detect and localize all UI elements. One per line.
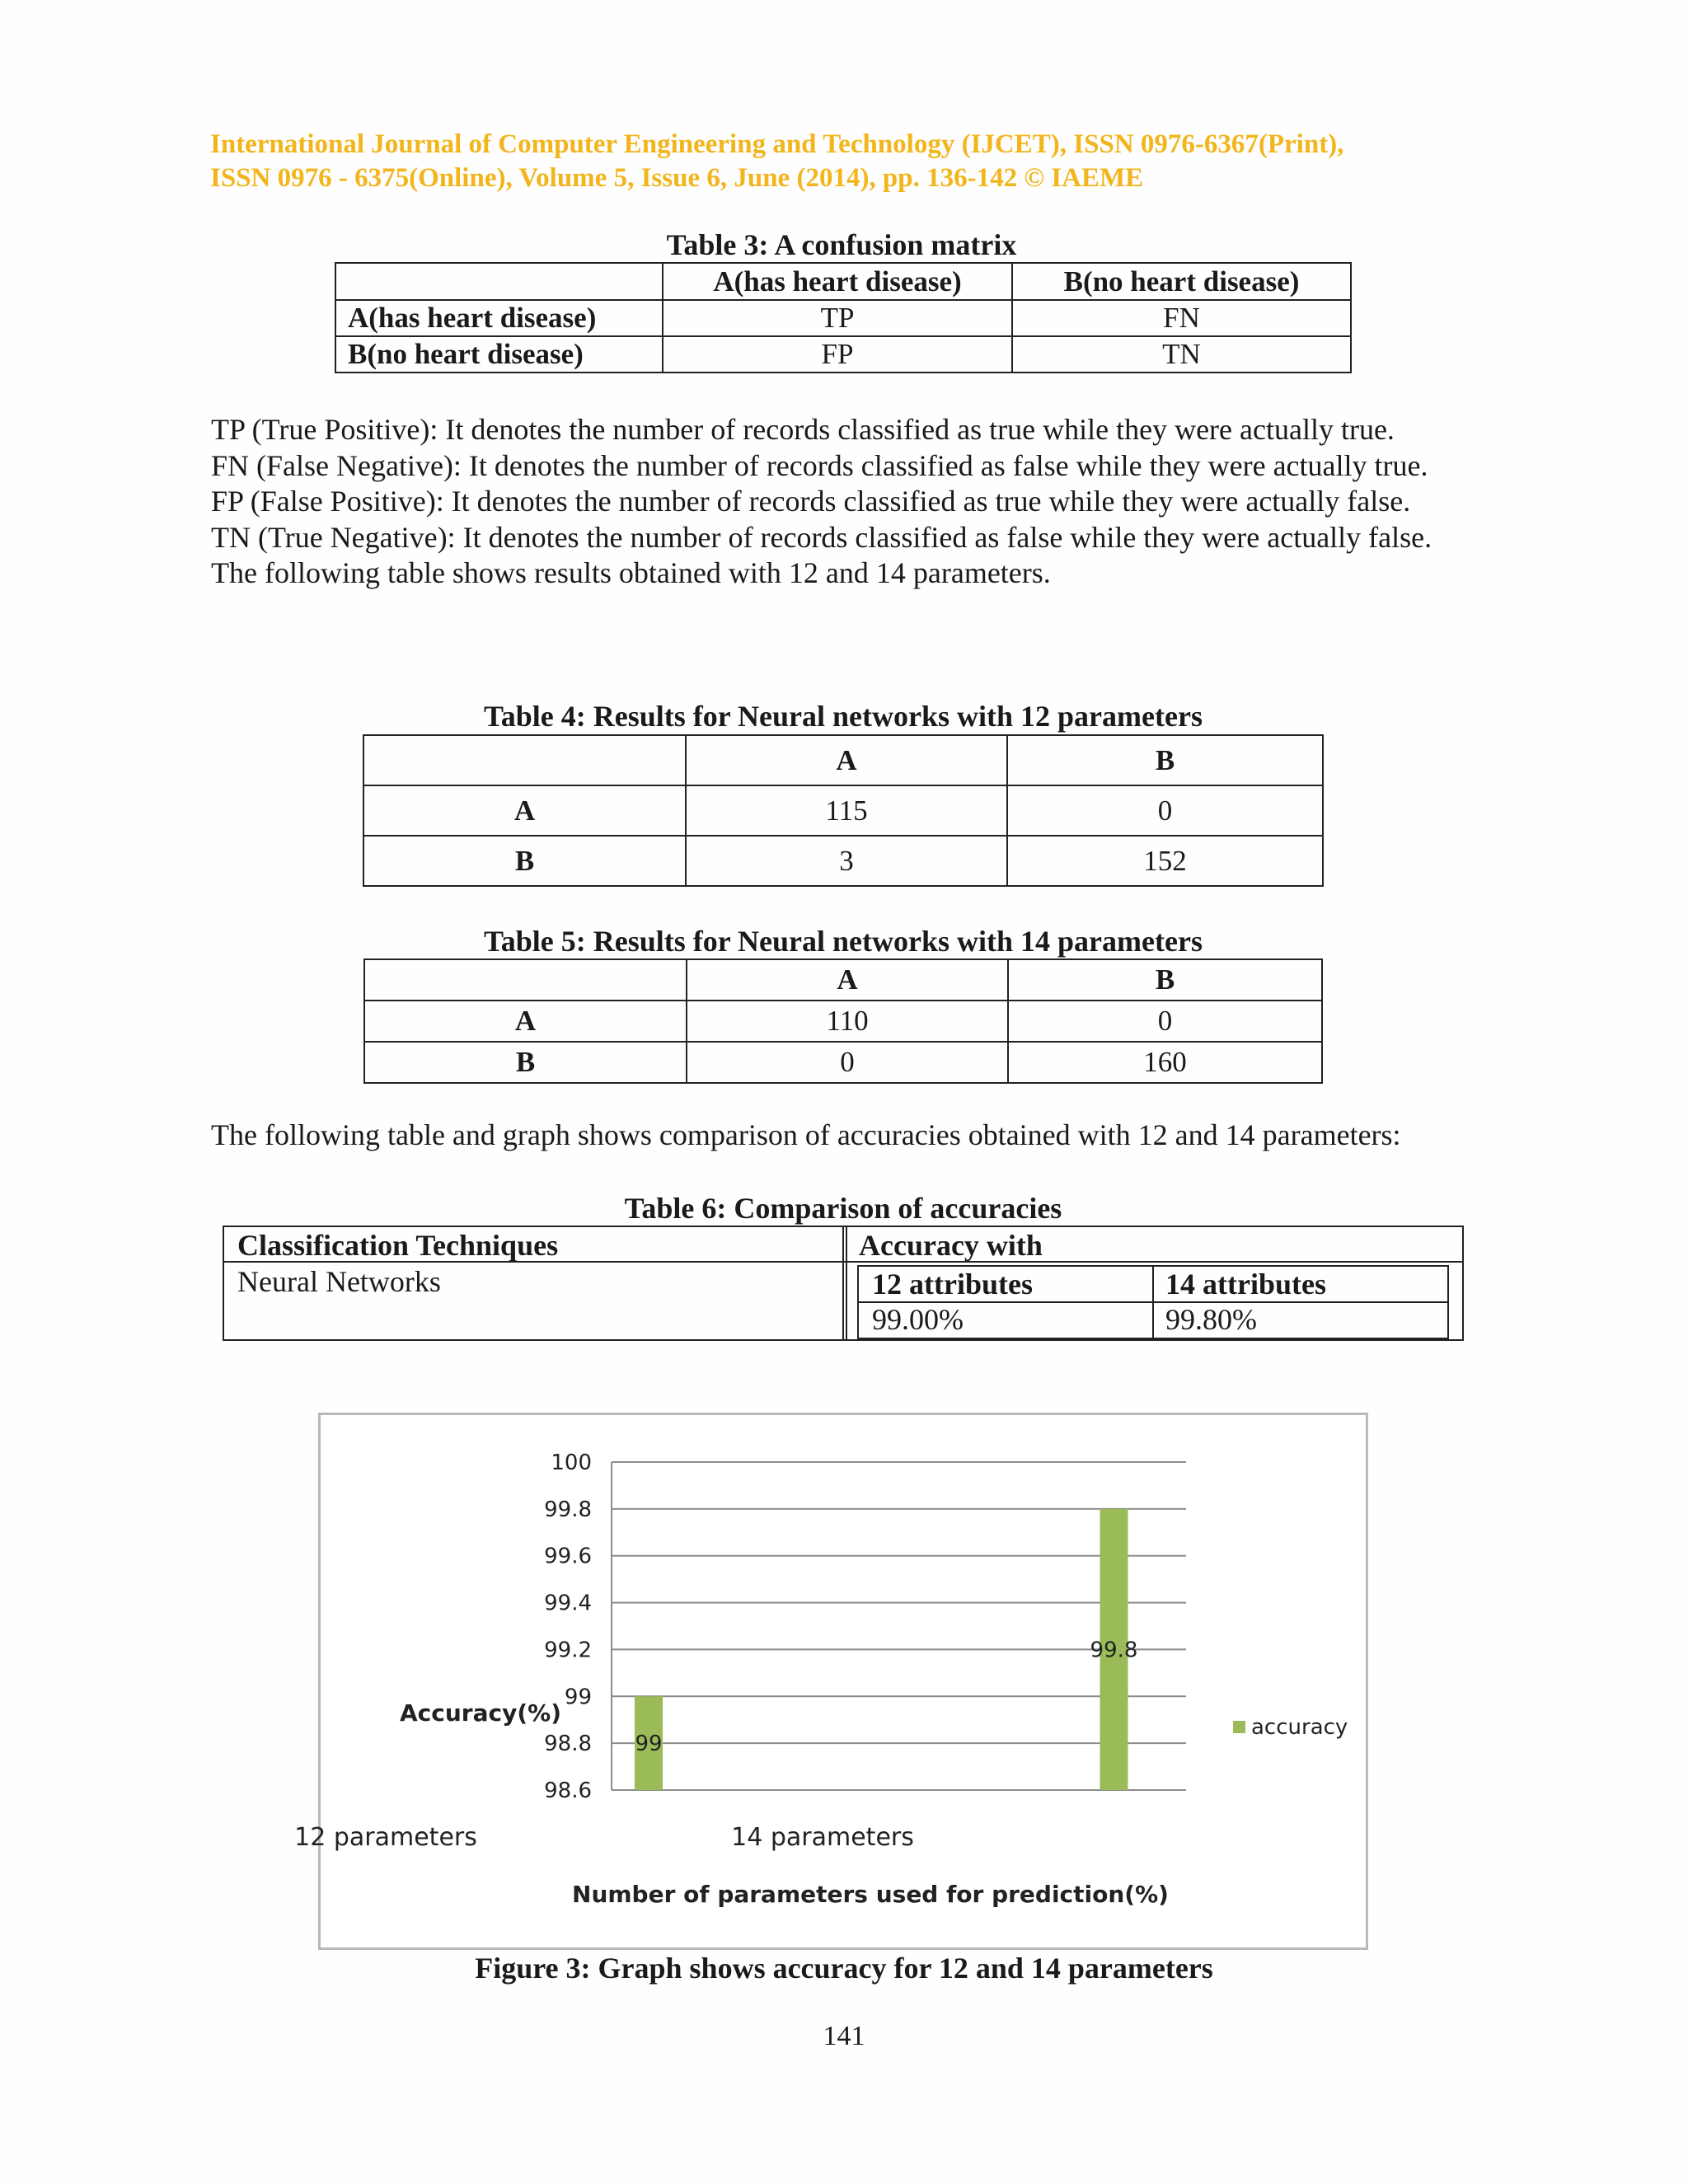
definition-tn: TN (True Negative): It denotes the number of records classified as false while they were actually false. xyxy=(211,520,1432,554)
table6-caption: Table 6: Comparison of accuracies xyxy=(624,1192,1062,1225)
y-tick-label: 99.8 xyxy=(544,1497,592,1522)
table4-cell: 3 xyxy=(686,836,1007,886)
table3-caption: Table 3: A confusion matrix xyxy=(666,228,1017,261)
table4-corner xyxy=(363,735,686,785)
accuracy-chart xyxy=(294,1415,1366,1947)
table4-cell: 115 xyxy=(686,785,1007,836)
table3-cell: TN xyxy=(1012,336,1351,373)
y-tick-label: 100 xyxy=(551,1451,592,1475)
table4-col-header: A xyxy=(686,735,1007,785)
comparison-intro: The following table and graph shows comparison of accuracies obtained with 12 and 14 parameters: xyxy=(211,1118,1401,1151)
x-category-label: 12 parameters xyxy=(294,1823,477,1852)
table6-col1-header: Classification Techniques xyxy=(237,1229,559,1262)
figure-caption: Figure 3: Graph shows accuracy for 12 and 14 parameters xyxy=(475,1952,1213,1985)
table5 xyxy=(363,958,1323,1084)
legend-swatch xyxy=(1233,1721,1245,1733)
table3-col-header: A(has heart disease) xyxy=(663,263,1012,300)
accuracy-chart-frame xyxy=(294,1413,1368,1950)
table6-value: 99.80% xyxy=(1165,1303,1257,1336)
table4-caption: Table 4: Results for Neural networks with 12 parameters xyxy=(484,700,1203,733)
table3-row-label: B(no heart disease) xyxy=(335,336,663,373)
table5-row-label: B xyxy=(364,1042,687,1083)
data-label: 99.8 xyxy=(1090,1638,1138,1663)
table6-value: 99.00% xyxy=(872,1303,964,1336)
table5-col-header: A xyxy=(687,959,1008,1001)
table5-row-label: A xyxy=(364,1001,687,1042)
journal-header-line-2: ISSN 0976 - 6375(Online), Volume 5, Issue 6, June (2014), pp. 136-142 © IAEME xyxy=(210,163,1144,193)
definition-fn: FN (False Negative): It denotes the number of records classified as false while they were actually true. xyxy=(211,448,1428,482)
y-tick-label: 99.2 xyxy=(544,1638,592,1663)
table3-cell: FN xyxy=(1012,300,1351,336)
definition-tp: TP (True Positive): It denotes the number of records classified as true while they were actually true. xyxy=(211,413,1395,446)
table6-technique: Neural Networks xyxy=(237,1265,441,1298)
y-tick-label: 99 xyxy=(564,1685,592,1710)
table3-corner xyxy=(335,263,663,300)
definitions-text xyxy=(211,412,1475,592)
table5-cell: 0 xyxy=(687,1042,1008,1083)
table4-row-label: A xyxy=(363,785,686,836)
table3-row-label: A(has heart disease) xyxy=(335,300,663,336)
page-number: 141 xyxy=(823,2021,865,2051)
table4-col-header: B xyxy=(1007,735,1323,785)
x-axis-title: Number of parameters used for prediction(%) xyxy=(572,1881,1169,1908)
y-axis-title: Accuracy(%) xyxy=(400,1699,561,1727)
table3-cell: TP xyxy=(663,300,1012,336)
y-tick-label: 98.6 xyxy=(544,1779,592,1803)
table4-cell: 0 xyxy=(1007,785,1323,836)
table5-col-header: B xyxy=(1008,959,1322,1001)
table5-cell: 160 xyxy=(1008,1042,1322,1083)
y-tick-label: 98.8 xyxy=(544,1732,592,1757)
definition-fp: FP (False Positive): It denotes the number of records classified as true while they were actually false. xyxy=(211,485,1411,518)
table6-col2-header: Accuracy with xyxy=(859,1229,1043,1262)
table3 xyxy=(335,262,1352,373)
journal-header-line-1: International Journal of Computer Engineering and Technology (IJCET), ISSN 0976-6367(Print), xyxy=(210,129,1344,159)
legend-label: accuracy xyxy=(1251,1715,1348,1740)
table4-cell: 152 xyxy=(1007,836,1323,886)
table5-cell: 0 xyxy=(1008,1001,1322,1042)
table3-col-header: B(no heart disease) xyxy=(1012,263,1351,300)
table5-corner xyxy=(364,959,687,1001)
results-intro: The following table shows results obtained with 12 and 14 parameters. xyxy=(211,556,1051,589)
table6 xyxy=(223,1226,1464,1341)
table4 xyxy=(363,734,1324,887)
table6-divider-double xyxy=(842,1227,847,1339)
table5-cell: 110 xyxy=(687,1001,1008,1042)
table6-sub-header: 12 attributes xyxy=(872,1268,1033,1301)
y-tick-label: 99.6 xyxy=(544,1544,592,1569)
y-tick-label: 99.4 xyxy=(544,1591,592,1616)
x-category-label: 14 parameters xyxy=(731,1823,914,1852)
table4-row-label: B xyxy=(363,836,686,886)
table3-cell: FP xyxy=(663,336,1012,373)
table6-sub-header: 14 attributes xyxy=(1165,1268,1326,1301)
table5-caption: Table 5: Results for Neural networks with 14 parameters xyxy=(484,925,1203,958)
data-label: 99 xyxy=(635,1732,663,1757)
table6-subtable xyxy=(857,1265,1449,1339)
